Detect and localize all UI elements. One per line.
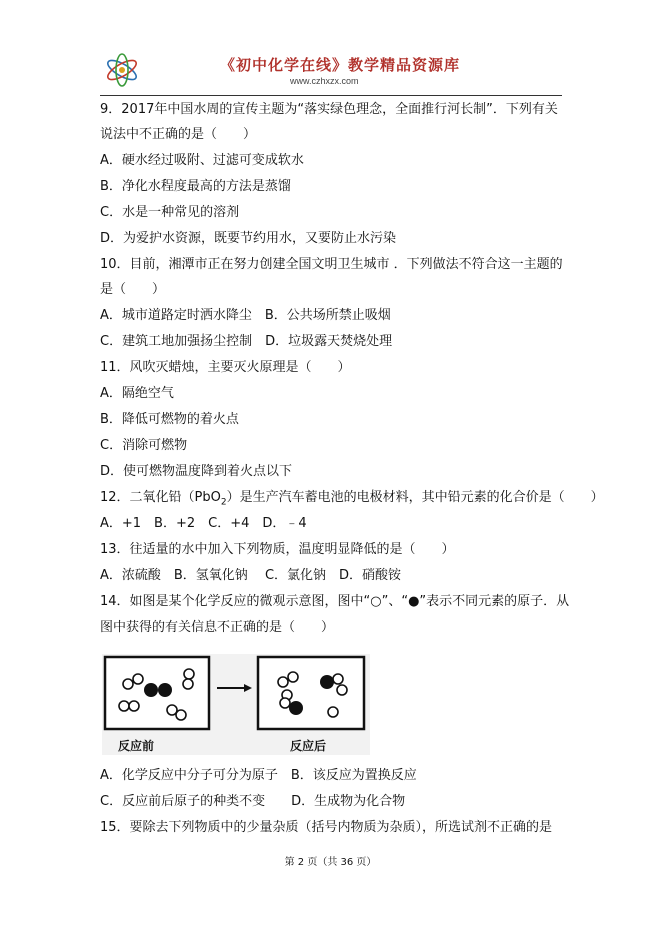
q10-options-ab: A．城市道路定时洒水降尘 B．公共场所禁止吸烟: [100, 308, 391, 323]
q11-option-c: C．消除可燃物: [100, 438, 188, 453]
atom-logo-icon: [104, 52, 140, 88]
label-before: 反应前: [118, 739, 155, 753]
q9-option-a: A．硬水经过吸附、过滤可变成软水: [100, 153, 304, 168]
q12-stem-pre: 12．二氧化铅（PbO: [100, 490, 221, 505]
q10-stem-line1: 10．目前，湘潭市正在努力创建全国文明卫生城市 ．下列做法不符合这一主题的: [100, 257, 563, 272]
header-title: 《初中化学在线》教学精品资源库: [220, 56, 461, 74]
q9-option-d: D．为爱护水资源，既要节约用水，又要防止水污染: [100, 231, 397, 246]
q12-stem-post: ）是生产汽车蓄电池的电极材料，其中铅元素的化合价是（ ）: [226, 490, 604, 505]
q10-stem-line2: 是（ ）: [100, 282, 166, 297]
page-footer: 第 2 页（共 36 页）: [284, 857, 377, 868]
q13-stem: 13．往适量的水中加入下列物质，温度明显降低的是（ ）: [100, 542, 455, 557]
q11-option-b: B．降低可燃物的着火点: [100, 412, 239, 427]
q14-options-cd: C．反应前后原子的种类不变 D．生成物为化合物: [100, 794, 406, 809]
q15-stem: 15．要除去下列物质中的少量杂质（括号内物质为杂质），所选试剂不正确的是: [100, 820, 553, 835]
q14-stem-line2: 图中获得的有关信息不正确的是（ ）: [100, 620, 335, 635]
q12-stem: [100, 489, 604, 512]
after-box: [258, 657, 364, 729]
label-after: 反应后: [290, 739, 327, 753]
q12-options: A．+1 B．+2 C．+4 D．﹣4: [100, 516, 307, 531]
q13-options: A．浓硫酸 B．氢氧化钠 C．氯化钠 D．硝酸铵: [100, 568, 402, 583]
header-url: www.czhxzx.com: [290, 76, 359, 86]
reaction-diagram: [100, 652, 370, 757]
q9-stem-line2: 说法中不正确的是（ ）: [100, 127, 257, 142]
q14-stem-line1: 14．如图是某个化学反应的微观示意图，图中“○”、“●”表示不同元素的原子．从: [100, 594, 570, 609]
q9-option-b: B．净化水程度最高的方法是蒸馏: [100, 179, 291, 194]
q9-stem-line1: 9．2017年中国水周的宣传主题为“落实绿色理念，全面推行河长制”．下列有关: [100, 102, 558, 117]
q14-options-ab: A．化学反应中分子可分为原子 B．该反应为置换反应: [100, 768, 417, 783]
q9-option-c: C．水是一种常见的溶剂: [100, 205, 240, 220]
q12-stem-sub: 2: [220, 497, 227, 508]
q11-option-d: D．使可燃物温度降到着火点以下: [100, 464, 293, 479]
q11-option-a: A．隔绝空气: [100, 386, 174, 401]
page-header: [100, 46, 562, 96]
q10-options-cd: C．建筑工地加强扬尘控制 D．垃圾露天焚烧处理: [100, 334, 393, 349]
q11-stem: 11．风吹灭蜡烛，主要灭火原理是（ ）: [100, 360, 351, 375]
